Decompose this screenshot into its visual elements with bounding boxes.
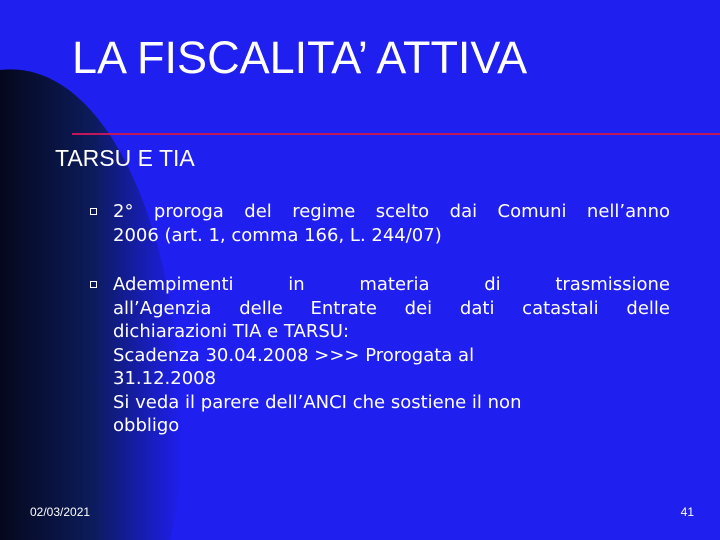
bullet-item [85,200,670,247]
bullet-line: 31.12.2008 [113,368,217,389]
bullet-line: obbligo [113,415,180,436]
slide-title: LA FISCALITA’ ATTIVA [72,32,528,83]
bullet-line: Adempimenti in materia di trasmissione [113,274,670,295]
bullet-item [85,273,670,438]
title-divider [72,133,720,135]
bullet-line: dichiarazioni TIA e TARSU: [113,321,350,342]
bullet-line: all’Agenzia delle Entrate dei dati catastali delle [113,297,670,319]
footer-date: 02/03/2021 [30,505,91,519]
hollow-square-bullet-icon [90,281,97,288]
bullet-line: 2° proroga del regime scelto dai Comuni nell’anno [113,201,670,222]
bullet-list [85,200,670,464]
bullet-line: Si veda il parere dell’ANCI che sostiene il non [113,391,522,413]
slide-subtitle: TARSU E TIA [55,145,195,171]
bullet-line: 2006 (art. 1, comma 166, L. 244/07) [113,224,442,246]
hollow-square-bullet-icon [90,208,97,215]
bullet-line: Scadenza 30.04.2008 >>> Prorogata al [113,344,475,366]
page-number: 41 [680,505,694,519]
